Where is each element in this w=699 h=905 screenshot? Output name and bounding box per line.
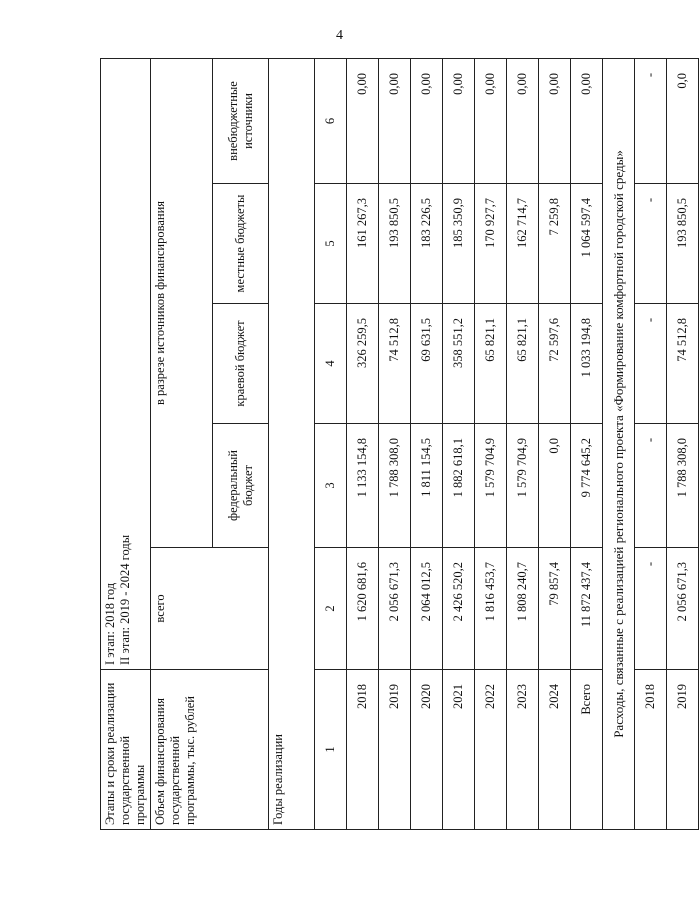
regional-cell: 358 551,2 — [443, 304, 475, 424]
federal-cell: 0,0 — [539, 424, 571, 548]
federal-cell: 1 133 154,8 — [347, 424, 379, 548]
table-row — [475, 58, 507, 829]
extra-cell: 0,00 — [539, 58, 571, 183]
year-cell: 2023 — [507, 670, 539, 830]
local-cell: 183 226,5 — [411, 184, 443, 304]
regional-cell: 69 631,5 — [411, 304, 443, 424]
local-cell: - — [635, 184, 667, 304]
col-total-header: всего — [151, 548, 269, 670]
total-cell: 2 426 520,2 — [443, 548, 475, 670]
total-cell: 79 857,4 — [539, 548, 571, 670]
total-cell: 1 808 240,7 — [507, 548, 539, 670]
year-cell: Всего — [571, 670, 603, 830]
table-row — [411, 58, 443, 829]
stages-value — [101, 58, 151, 669]
federal-cell: 1 579 704,9 — [475, 424, 507, 548]
table-row — [347, 58, 379, 829]
column-number: 4 — [315, 304, 347, 424]
year-cell: 2018 — [635, 670, 667, 830]
local-cell: 185 350,9 — [443, 184, 475, 304]
federal-cell: 1 579 704,9 — [507, 424, 539, 548]
total-cell: 1 816 453,7 — [475, 548, 507, 670]
total-cell: 2 056 671,3 — [667, 548, 699, 670]
local-cell: 170 927,7 — [475, 184, 507, 304]
local-cell: 193 850,5 — [379, 184, 411, 304]
total-cell: 11 872 437,4 — [571, 548, 603, 670]
extra-cell: 0,00 — [443, 58, 475, 183]
regional-cell: 326 259,5 — [347, 304, 379, 424]
regional-cell: 74 512,8 — [667, 304, 699, 424]
page-number: 4 — [336, 28, 343, 43]
federal-cell: - — [635, 424, 667, 548]
col-federal-header: федеральный бюджет — [213, 424, 269, 548]
stages-label: Этапы и сроки реализации государственной программы — [101, 670, 151, 830]
col-extra-header: внебюджетные источники — [213, 58, 269, 183]
year-cell: 2020 — [411, 670, 443, 830]
stages-row — [101, 58, 151, 829]
table-row — [507, 58, 539, 829]
extra-cell: 0,00 — [379, 58, 411, 183]
year-cell: 2018 — [347, 670, 379, 830]
federal-cell: 9 774 645,2 — [571, 424, 603, 548]
stage-1: I этап: 2018 год — [103, 582, 117, 665]
regional-cell: - — [635, 304, 667, 424]
year-cell: 2022 — [475, 670, 507, 830]
extra-cell: 0,00 — [507, 58, 539, 183]
column-number: 5 — [315, 184, 347, 304]
rotated-page-area — [100, 59, 689, 830]
table-row — [379, 58, 411, 829]
financing-header-row — [151, 58, 213, 829]
local-cell: 161 267,3 — [347, 184, 379, 304]
local-cell: 7 259,8 — [539, 184, 571, 304]
extra-cell: 0,00 — [411, 58, 443, 183]
years-header-row — [269, 58, 315, 829]
regional-cell: 65 821,1 — [507, 304, 539, 424]
section-title: Расходы, связанные с реализацией регионального проекта «Формирование комфортной городской среды» — [603, 58, 635, 829]
table-row — [667, 58, 699, 829]
financing-label: Объем финансирования государственной программы, тыс. рублей — [151, 670, 269, 830]
financing-table — [100, 58, 699, 830]
column-number: 3 — [315, 424, 347, 548]
year-cell: 2019 — [379, 670, 411, 830]
extra-cell: 0,0 — [667, 58, 699, 183]
year-cell: 2019 — [667, 670, 699, 830]
regional-cell: 1 033 194,8 — [571, 304, 603, 424]
total-cell: - — [635, 548, 667, 670]
regional-cell: 72 597,6 — [539, 304, 571, 424]
table-row — [539, 58, 571, 829]
table-row — [443, 58, 475, 829]
total-cell: 1 620 681,6 — [347, 548, 379, 670]
extra-cell: 0,00 — [347, 58, 379, 183]
table-row — [571, 58, 603, 829]
federal-cell: 1 788 308,0 — [667, 424, 699, 548]
years-label: Годы реализации — [269, 58, 315, 829]
local-cell: 162 714,7 — [507, 184, 539, 304]
federal-cell: 1 811 154,5 — [411, 424, 443, 548]
column-numbers-row — [315, 58, 347, 829]
federal-cell: 1 788 308,0 — [379, 424, 411, 548]
year-cell: 2021 — [443, 670, 475, 830]
extra-cell: - — [635, 58, 667, 183]
column-number: 6 — [315, 58, 347, 183]
col-sources-header: в разрезе источников финансирования — [151, 58, 213, 547]
financing-document — [100, 59, 689, 830]
local-cell: 193 850,5 — [667, 184, 699, 304]
column-number: 2 — [315, 548, 347, 670]
federal-cell: 1 882 618,1 — [443, 424, 475, 548]
total-cell: 2 056 671,3 — [379, 548, 411, 670]
regional-cell: 74 512,8 — [379, 304, 411, 424]
extra-cell: 0,00 — [571, 58, 603, 183]
local-cell: 1 064 597,4 — [571, 184, 603, 304]
regional-cell: 65 821,1 — [475, 304, 507, 424]
col-regional-header: краевой бюджет — [213, 304, 269, 424]
column-number: 1 — [315, 670, 347, 830]
section-title-row — [603, 58, 635, 829]
col-local-header: местные бюджеты — [213, 184, 269, 304]
year-cell: 2024 — [539, 670, 571, 830]
table-row — [635, 58, 667, 829]
stage-2: II этап: 2019 - 2024 годы — [118, 534, 132, 665]
extra-cell: 0,00 — [475, 58, 507, 183]
total-cell: 2 064 012,5 — [411, 548, 443, 670]
